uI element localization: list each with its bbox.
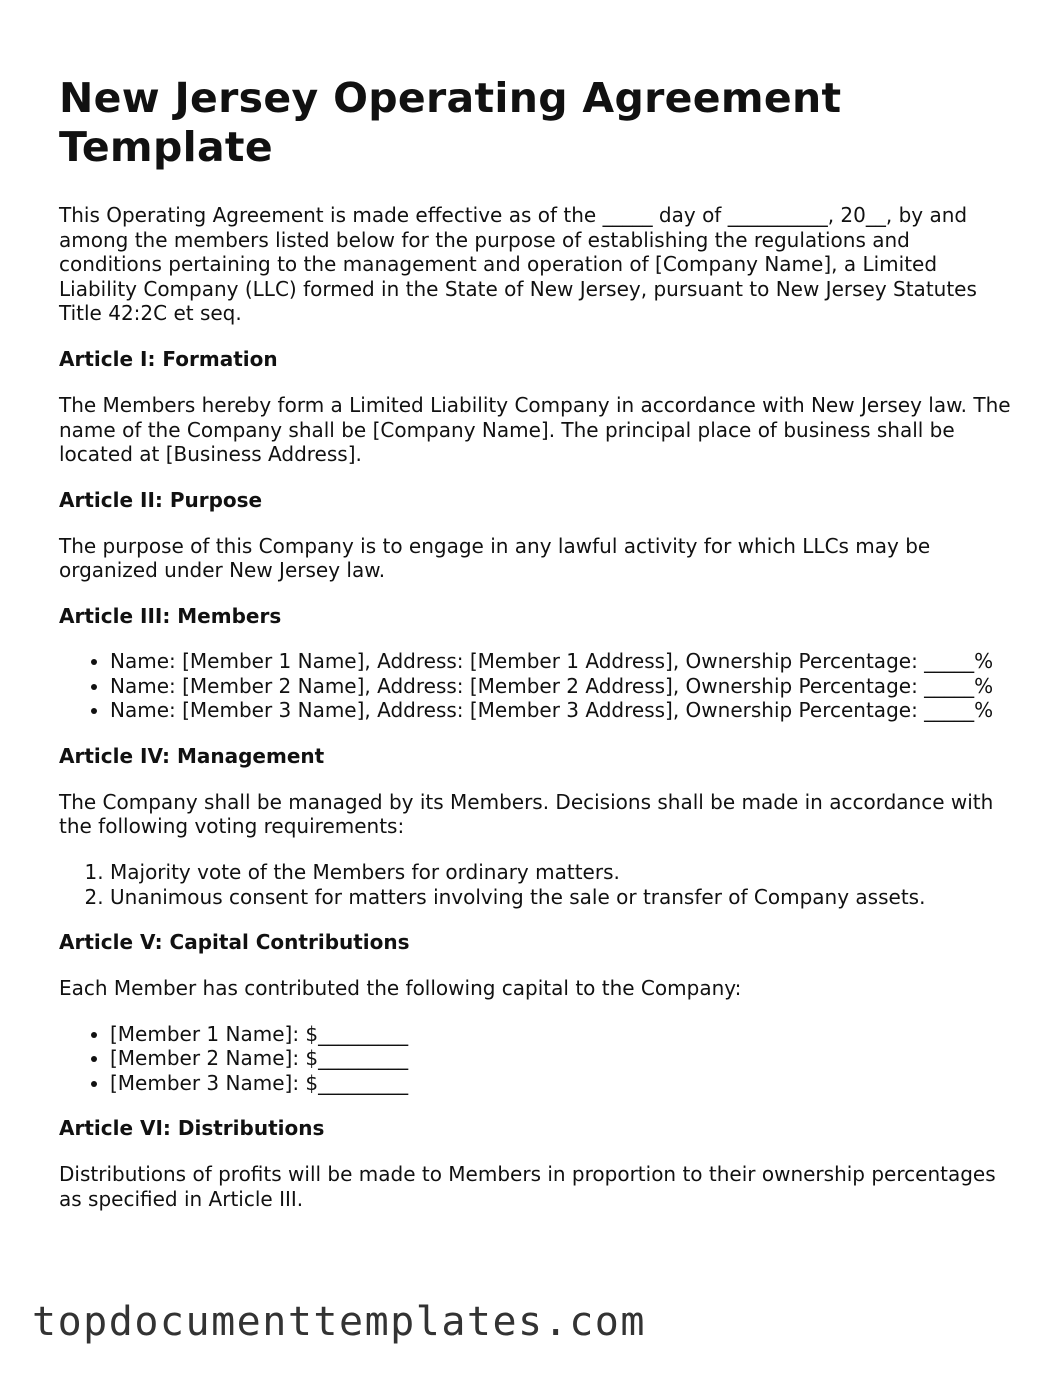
intro-paragraph: This Operating Agreement is made effective as of the _____ day of __________, 20__, by and among the members listed below for the purpose of establishing the regulations and conditions pertaining to the management and operation of [Company Name], a Limited Liability Company (LLC) formed in the State of New Jersey, pursuant to New Jersey Statutes Title 42:2C et seq. — [59, 203, 977, 326]
article-1-heading: Article I: Formation — [59, 346, 278, 371]
article-6-heading: Article VI: Distributions — [59, 1116, 325, 1141]
capital-contributions-list — [59, 1022, 1019, 1096]
article-6-text: Distributions of profits will be made to Members in proportion to their ownership percentages as specified in Article III. — [59, 1162, 996, 1212]
article-2-heading: Article II: Purpose — [59, 487, 263, 512]
article-1-text: The Members hereby form a Limited Liability Company in accordance with New Jersey law. The name of the Company shall be [Company Name]. The principal place of business shall be located at [Business Address]. — [59, 392, 1011, 467]
article-4-text: The Company shall be managed by its Members. Decisions shall be made in accordance with the following voting requirements: — [59, 789, 994, 839]
article-4-heading: Article IV: Management — [59, 743, 325, 768]
list-item: • Name: [Member 1 Name], Address: [Member 1 Address], Ownership Percentage: _____% — [110, 649, 1019, 674]
article-5-heading: Article V: Capital Contributions — [59, 930, 410, 955]
article-5-text: Each Member has contributed the following capital to the Company: — [59, 976, 742, 1001]
list-item: • Name: [Member 3 Name], Address: [Member 3 Address], Ownership Percentage: _____% — [110, 698, 1019, 723]
list-item: 1. Majority vote of the Members for ordinary matters. — [110, 860, 1019, 885]
list-item: • [Member 2 Name]: $_________ — [110, 1046, 1019, 1071]
article-3-heading: Article III: Members — [59, 603, 282, 628]
watermark: topdocumenttemplates.com — [32, 1299, 646, 1345]
list-item: • [Member 3 Name]: $_________ — [110, 1071, 1019, 1096]
members-list — [59, 649, 1019, 723]
list-item: • Name: [Member 2 Name], Address: [Member 2 Address], Ownership Percentage: _____% — [110, 674, 1019, 699]
article-2-text: The purpose of this Company is to engage in any lawful activity for which LLCs may be organized under New Jersey law. — [59, 533, 931, 583]
list-item: 2. Unanimous consent for matters involving the sale or transfer of Company assets. — [110, 885, 1019, 910]
document-page — [59, 74, 1019, 1212]
document-title: New Jersey Operating Agreement Template — [59, 74, 842, 171]
voting-requirements-list — [59, 860, 1019, 909]
list-item: • [Member 1 Name]: $_________ — [110, 1022, 1019, 1047]
